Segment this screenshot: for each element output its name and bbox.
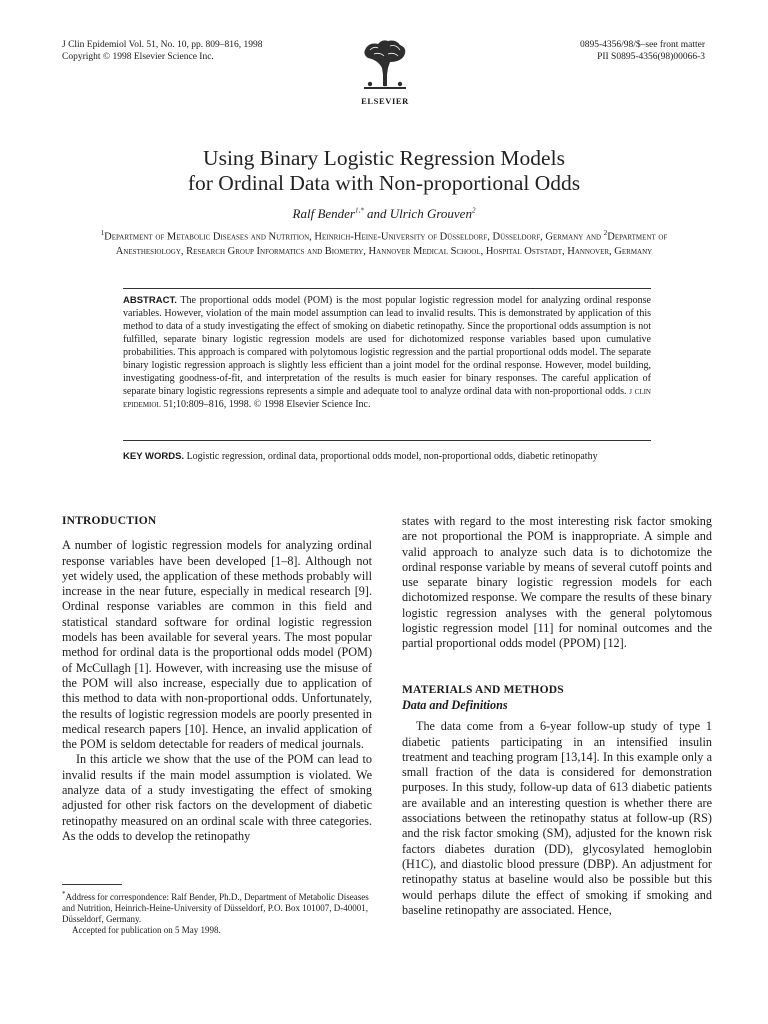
methods-subheading: Data and Definitions <box>402 697 508 712</box>
pii-number: PII S0895-4356(98)00066-3 <box>597 51 705 62</box>
footnote <box>62 889 374 936</box>
paper-title <box>0 146 768 196</box>
right-column <box>402 514 712 918</box>
abstract-top-rule <box>123 288 651 289</box>
accepted-date: Accepted for publication on 5 May 1998. <box>72 925 221 935</box>
abstract-bottom-rule <box>123 440 651 441</box>
journal-info <box>62 40 262 63</box>
keywords-text: Logistic regression, ordinal data, proportional odds model, non-proportional odds, diabetic retinopathy <box>184 451 598 462</box>
title-line-2: for Ordinal Data with Non-proportional Odds <box>187 171 581 195</box>
left-column <box>62 514 372 844</box>
publisher-name: ELSEVIER <box>361 96 409 106</box>
author-list <box>0 206 768 222</box>
methods-paragraph-1: The data come from a 6-year follow-up study of type 1 diabetic patients participating in an intensified insulin treatment and teaching program [13,14]. In this example only a small fraction of the data is considered for demonstration purposes. In this study, follow-up data of 613 diabetic patients are available and an interesting question is whether there are associations between the retinopathy status at follow-up (RS) and the risk factor smoking (SM), adjusted for the known risk factors diabetes duration (DD), glycosylated hemoglobin (H1C), and diastolic blood pressure (DBP). An adjustment for retinopathy status at baseline would also be possible but this would perhaps dilute the effect of smoking if smoking and baseline retinopathy are associated. Hence, <box>402 719 712 917</box>
title-line-1: Using Binary Logistic Regression Models <box>203 146 565 170</box>
abstract <box>123 294 651 411</box>
correspondence-address: Address for correspondence: Ralf Bender, Ph.D., Department of Metabolic Diseases and Nutrition, Heinrich-Heine-University of Düsseldorf, P.O. Box 101007, D-40001, Düsseldorf, Germany. <box>62 892 369 924</box>
abstract-citation-rest: 51;10:809–816, 1998. © 1998 Elsevier Science Inc. <box>160 399 371 410</box>
abstract-text: The proportional odds model (POM) is the most popular logistic regression model for analyzing ordinal response variables. However, violation of the main model assumption can lead to invalid results. This is demonstrated by application of this method to data of a study investigating the effect of smoking on diabetic retinopathy. Since the proportional odds assumption is not fulfilled, separate binary logistic regression models are used for dichotomized response variables based upon cumulative probabilities. This approach is compared with polytomous logistic regression and the partial proportional odds model. The separate binary logistic regression approach is slightly less efficient than a joint model for the ordinal response. However, model building, investigating goodness-of-fit, and interpretation of the results is much easier for binary responses. The careful application of separate binary logistic regressions represents a simple and adequate tool to analyze ordinal data with non-proportional odds. <box>123 295 651 397</box>
introduction-heading: INTRODUCTION <box>62 515 157 527</box>
affiliation-1: Department of Metabolic Diseases and Nutrition, Heinrich-Heine-University of Düsseldorf, Düsseldorf, Germany and <box>104 231 604 243</box>
abstract-citation-journal: j clin epidemiol <box>123 386 651 410</box>
front-matter-info <box>580 40 705 63</box>
issn-price: 0895-4356/98/$–see front matter <box>579 40 705 50</box>
affiliations <box>95 226 673 260</box>
methods-heading: MATERIALS AND METHODS <box>402 683 564 696</box>
journal-citation: J Clin Epidemiol Vol. 51, No. 10, pp. 809–816, 1998 <box>62 40 263 50</box>
intro-paragraph-2: In this article we show that the use of the POM can lead to invalid results if the main model assumption is violated. We analyze data of a study investigating the effect of smoking adjusted for other risk factors on the development of diabetic retinopathy measured on an ordinal scale with three categories. As the odds to develop the retinopathy <box>62 752 372 843</box>
intro-paragraph-1: A number of logistic regression models for analyzing ordinal response variables have been developed [1–8]. Although not yet widely used, the application of these methods probably will increase in the near future, especially in medical research [9]. Ordinal response variables are common in this field and statistical standard software for ordinal logistic regression models has been available for several years. The most popular method for ordinal data is the proportional odds model (POM) of McCullagh [1]. However, with increasing use the misuse of the POM will also increase, especially due to application of this method to data with non-proportional odds. Unfortunately, the results of logistic regression models are poorly presented in medical research papers [10]. Hence, an invalid application of the POM is seldom detectable for readers of medical journals. <box>62 538 372 752</box>
author-conjunction: and <box>363 206 390 221</box>
author-affil-mark: 2 <box>471 206 476 215</box>
affil-mark: 1 <box>100 229 105 237</box>
keywords-label: KEY WORDS. <box>123 451 185 462</box>
footnote-mark: * <box>62 890 66 898</box>
author-name: Ulrich Grouven <box>389 206 472 221</box>
author-name: Ralf Bender <box>292 206 355 221</box>
abstract-label: ABSTRACT. <box>123 295 177 306</box>
author-affil-mark: 1,* <box>355 206 364 215</box>
footnote-rule <box>62 884 122 885</box>
affiliation-2: Department of Anesthesiology, Research Group Informatics and Biometry, Hannover Medical School, Hospital Oststadt, Hannover, Germany <box>115 231 668 257</box>
keywords <box>123 450 651 463</box>
publisher-logo <box>358 38 412 106</box>
elsevier-tree-logo <box>360 38 410 90</box>
intro-continued-paragraph: states with regard to the most interesting risk factor smoking are not proportional the POM is inappropriate. A simple and valid approach to analyze such data is to dichotomize the ordinal response variable by means of several cutoff points and use separate binary logistic regression models for each dichotomized response. We compare the results of these binary logistic regression analyses with the general polytomous logistic regression model [11] for nominal outcomes and the partial proportional odds model (PPOM) [12]. <box>402 514 712 651</box>
copyright-line: Copyright © 1998 Elsevier Science Inc. <box>62 51 214 62</box>
affil-mark: 2 <box>603 229 608 237</box>
